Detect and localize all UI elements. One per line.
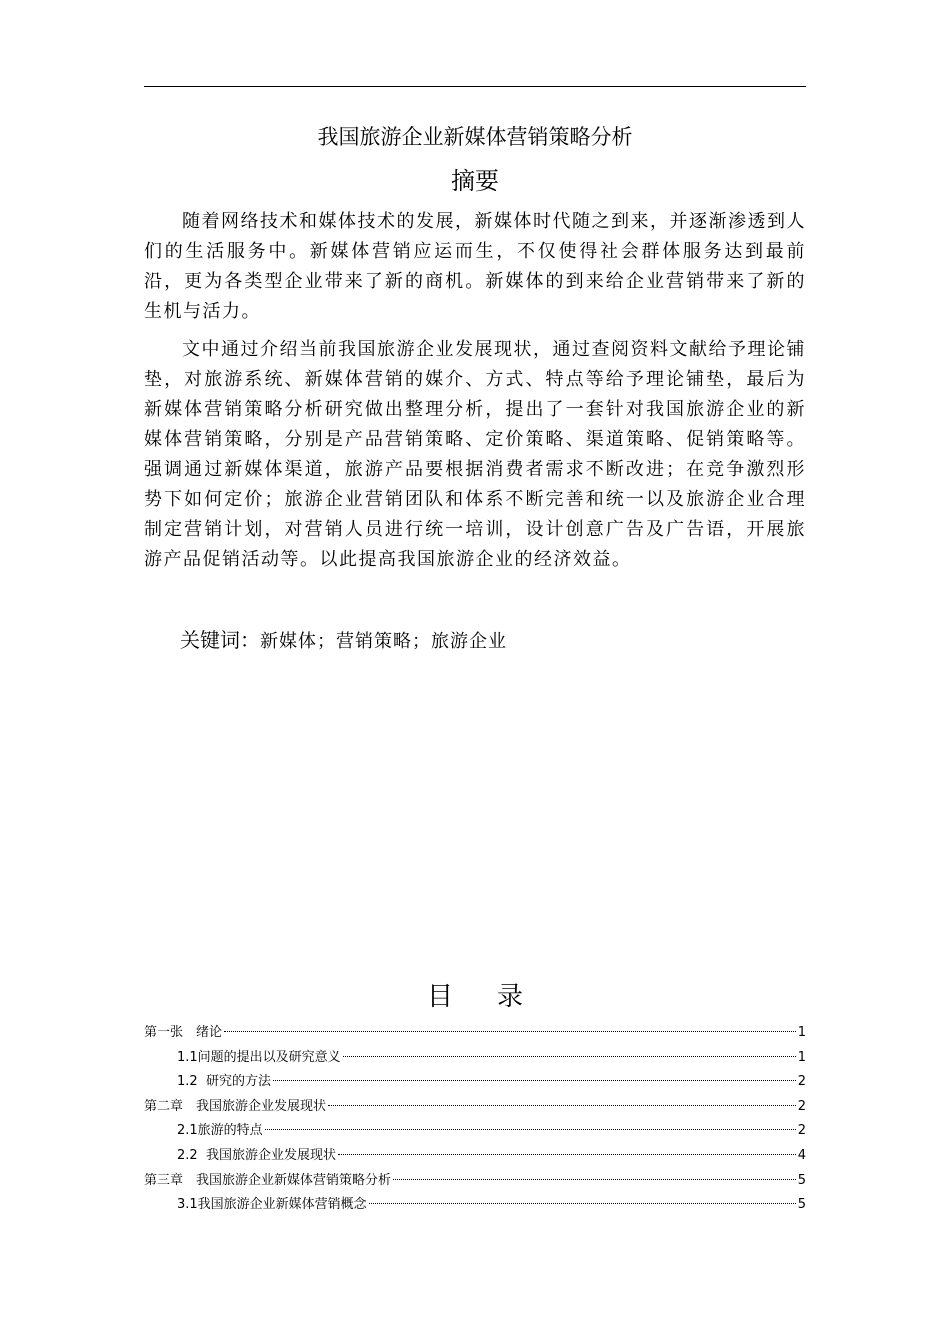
toc-dot-leader (338, 1154, 796, 1155)
toc-entry[interactable] (144, 1119, 806, 1144)
toc-entry[interactable] (144, 1095, 806, 1120)
toc-entry-page: 1 (797, 1049, 806, 1065)
toc-entry-title: 2.2 我国旅游企业发展现状 (177, 1147, 336, 1163)
header-rule (144, 86, 806, 87)
keywords-text: 新媒体；营销策略；旅游企业 (260, 631, 507, 652)
toc-entry-page: 2 (797, 1098, 806, 1114)
toc-heading: 目录 (426, 982, 567, 1012)
toc-dot-leader (273, 1080, 796, 1081)
toc-entry-title: 第一张 绪论 (144, 1025, 223, 1040)
toc-entry-title: 1.2 研究的方法 (177, 1074, 271, 1090)
document-title: 我国旅游企业新媒体营销策略分析 (317, 125, 633, 149)
abstract-heading: 摘要 (451, 167, 499, 195)
toc-entry-page: 2 (797, 1123, 806, 1139)
toc-entry-title: 3.1我国旅游企业新媒体营销概念 (177, 1197, 367, 1213)
toc-entry-page: 2 (797, 1074, 806, 1090)
keywords-label: 关键词： (180, 628, 260, 652)
abstract-paragraph-1: 随着网络技术和媒体技术的发展，新媒体时代随之到来，并逐渐渗透到人们的生活服务中。新媒体营销应运而生，不仅使得社会群体服务达到最前沿，更为各类型企业带来了新的商机。新媒体的到来给企业营销带来了新的生机与活力。 (144, 211, 806, 322)
toc-entry[interactable] (144, 1021, 806, 1046)
toc-entry-title: 1.1问题的提出以及研究意义 (177, 1049, 341, 1065)
toc-dot-leader (328, 1105, 796, 1106)
toc-entry-title: 第三章 我国旅游企业新媒体营销策略分析 (144, 1172, 392, 1188)
toc-entry[interactable] (144, 1046, 806, 1071)
toc-entry[interactable] (144, 1070, 806, 1095)
toc-entry-page: 5 (797, 1172, 806, 1188)
table-of-contents (144, 1021, 806, 1218)
toc-dot-leader (343, 1056, 796, 1057)
toc-entry-title: 2.1旅游的特点 (177, 1123, 263, 1139)
abstract-paragraph-2: 文中通过介绍当前我国旅游企业发展现状，通过查阅资料文献给予理论铺垫，对旅游系统、新媒体营销的媒介、方式、特点等给予理论铺垫，最后为新媒体营销策略分析研究做出整理分析，提出了一套针对我国旅游企业的新媒体营销策略，分别是产品营销策略、定价策略、渠道策略、促销策略等。强调通过新媒体渠道，旅游产品要根据消费者需求不断改进；在竞争激烈形势下如何定价；旅游企业营销团队和体系不断完善和统一以及旅游企业合理制定营销计划，对营销人员进行统一培训，设计创意广告及广告语，开展旅游产品促销活动等。以此提高我国旅游企业的经济效益。 (144, 339, 806, 570)
toc-dot-leader (393, 1179, 796, 1180)
toc-entry-page: 1 (797, 1025, 806, 1040)
toc-entry-page: 5 (797, 1197, 806, 1213)
toc-dot-leader (224, 1031, 796, 1032)
toc-dot-leader (265, 1129, 796, 1130)
toc-entry[interactable] (144, 1144, 806, 1169)
toc-entry[interactable] (144, 1193, 806, 1218)
toc-entry-page: 4 (797, 1147, 806, 1163)
toc-entry[interactable] (144, 1169, 806, 1194)
toc-entry-title: 第二章 我国旅游企业发展现状 (144, 1098, 327, 1114)
keywords-line (180, 625, 507, 657)
toc-dot-leader (369, 1203, 796, 1204)
